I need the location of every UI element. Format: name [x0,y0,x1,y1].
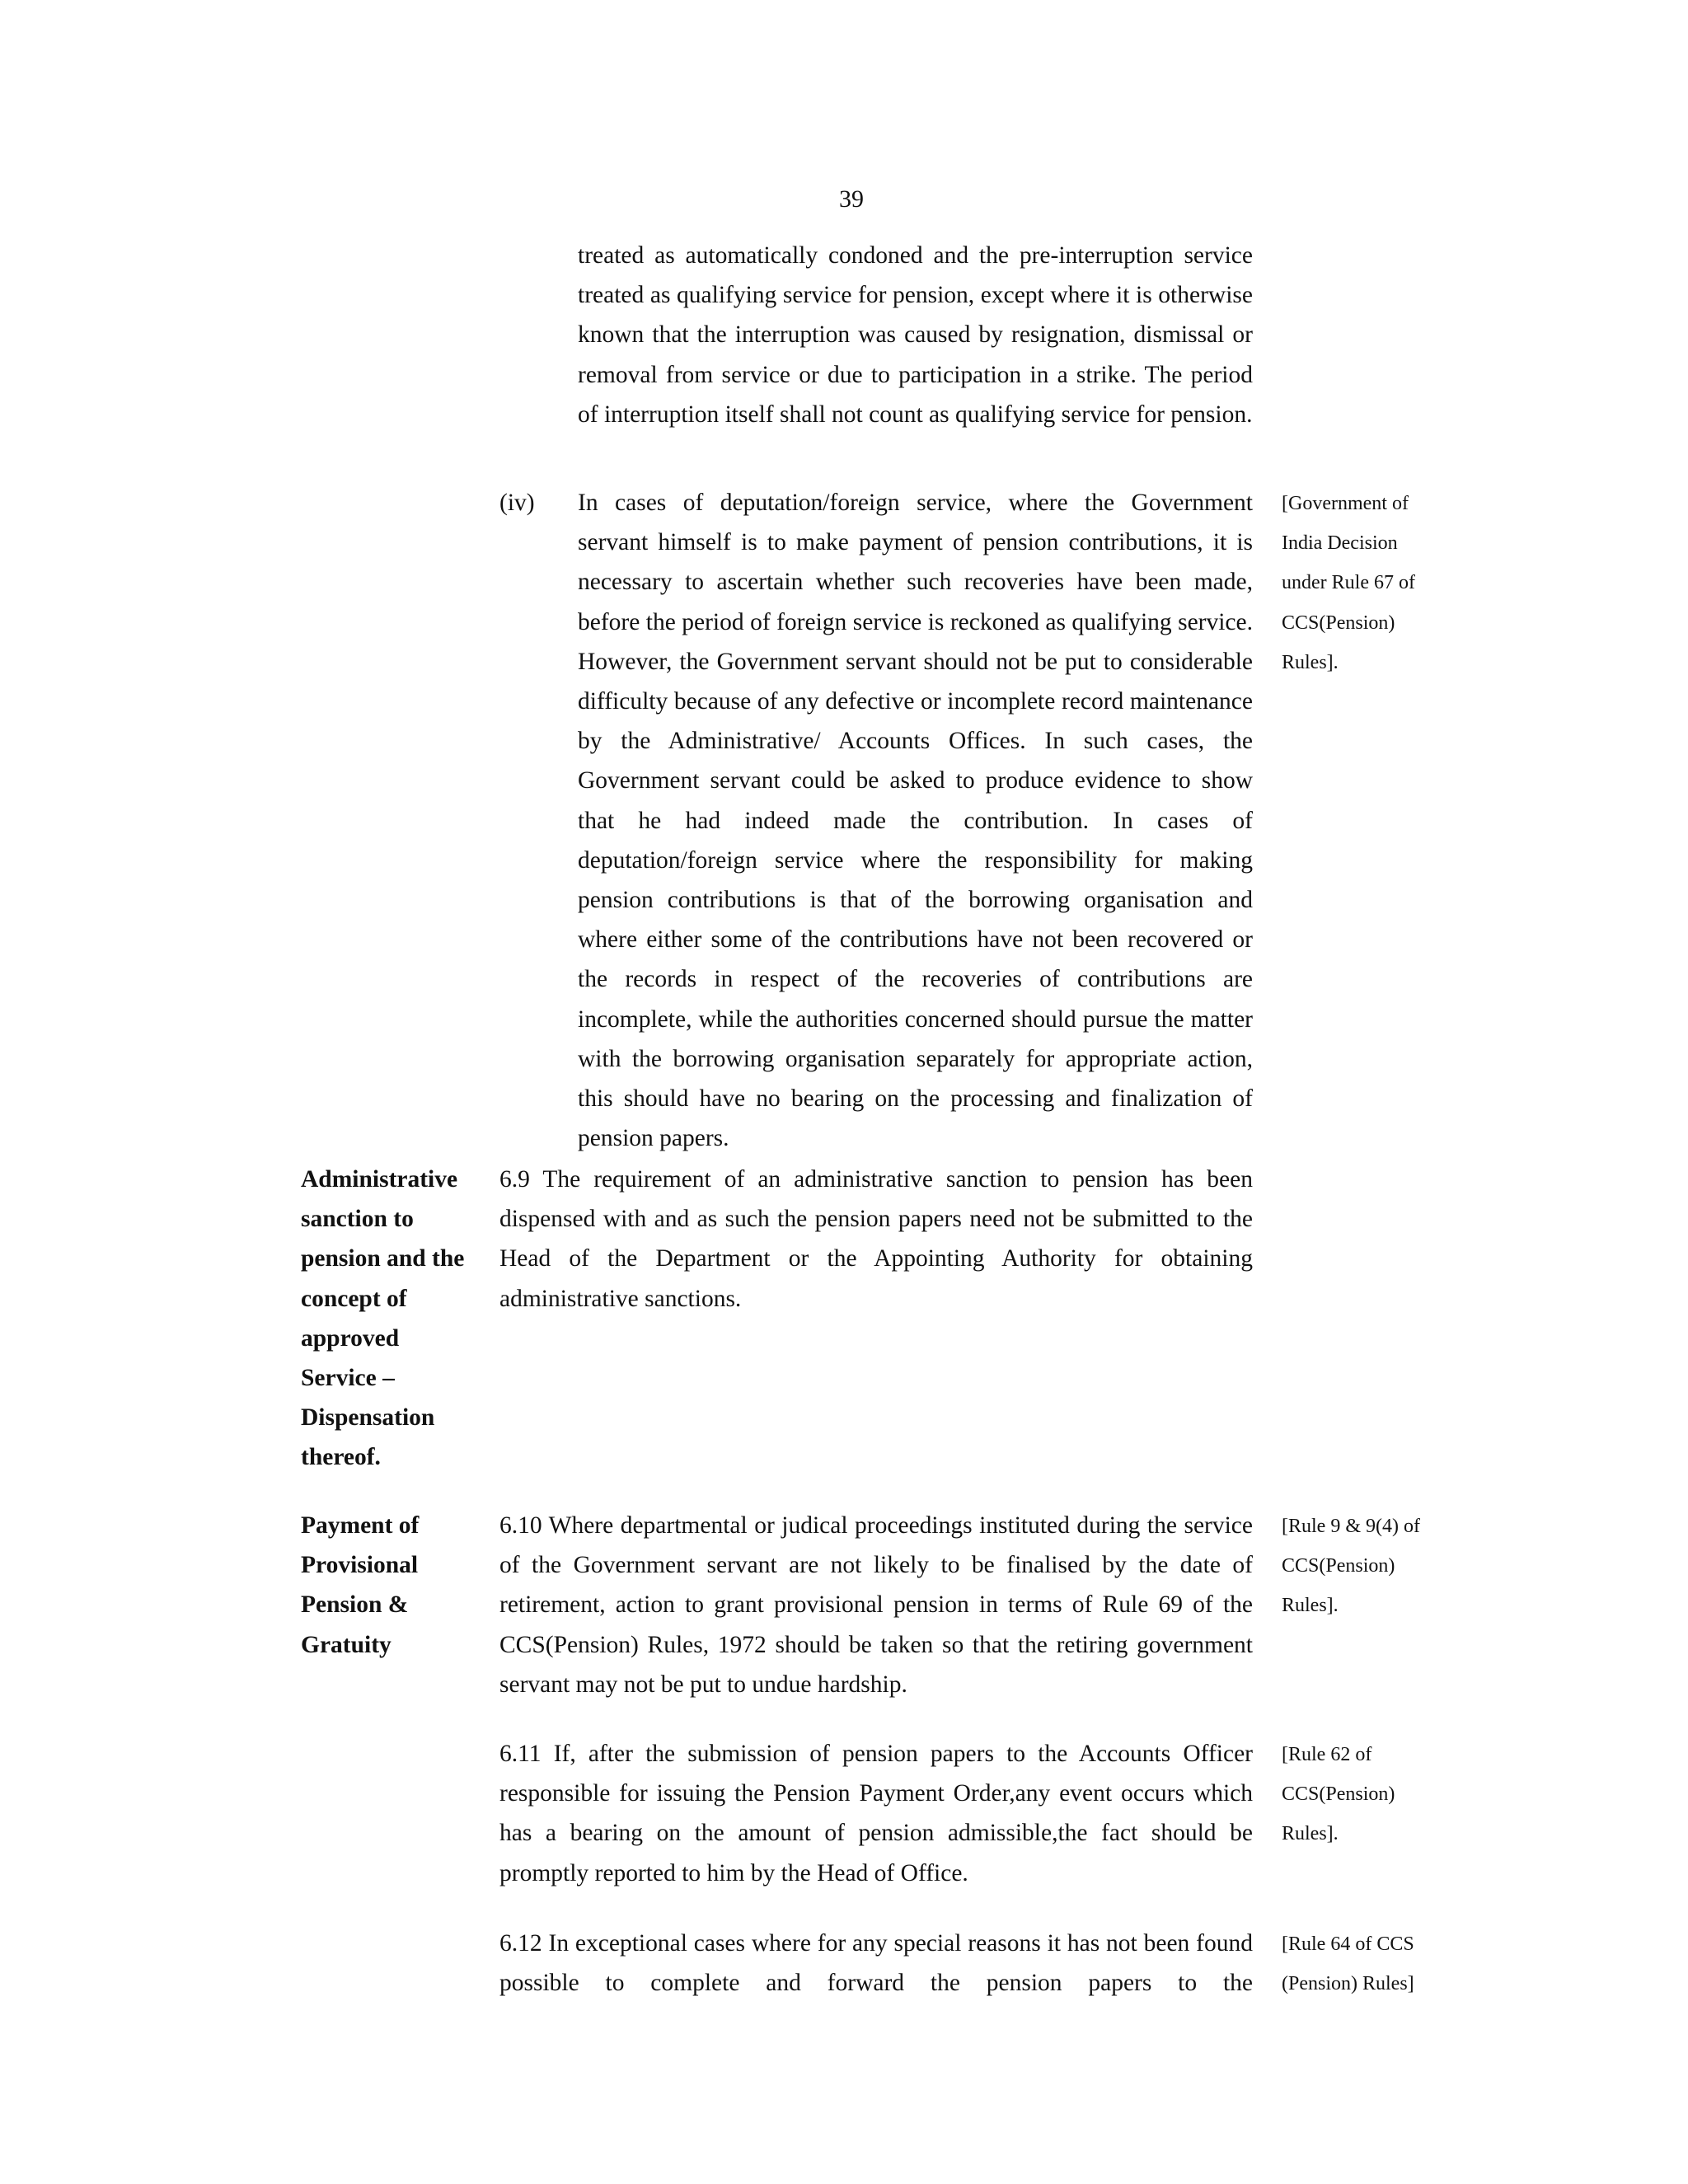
note-line: CCS(Pension) [1282,1555,1395,1577]
note-line: [Government of [1282,493,1409,514]
continuation-paragraph: treated as automatically condoned and the pre-interruption service treated as qualifying service for pension, except where it is otherwise known that the interruption was caused by resignation, dismissal or removal from service or due to participation in a strike. The period of interruption itself shall not count as qualifying service for pension. [578,242,1253,428]
heading-line: concept of [301,1285,407,1312]
heading-line: Administrative [301,1166,458,1193]
heading-line: pension and the [301,1245,465,1272]
heading-line: sanction to [301,1206,414,1233]
note-line: (Pension) Rules] [1282,1973,1414,1995]
section-6-10-margin-note [1282,1507,1438,1626]
note-line: [Rule 9 & 9(4) of [1282,1516,1420,1537]
section-6-9-heading [301,1160,490,1478]
heading-line: Pension & [301,1591,409,1619]
section-6-10-heading [301,1506,490,1665]
section-6-12-margin-note [1282,1924,1438,2004]
heading-line: Service – [301,1365,395,1392]
heading-line: Gratuity [301,1631,392,1658]
heading-line: thereof. [301,1444,381,1471]
heading-line: approved [301,1324,400,1352]
note-line: [Rule 62 of [1282,1744,1372,1765]
item-iv-margin-note [1282,484,1438,682]
section-6-12-paragraph: 6.12 In exceptional cases where for any special reasons it has not been found possible to complete and forward the pension papers to the [499,1930,1253,1997]
note-line: under Rule 67 of [1282,572,1415,594]
heading-line: Payment of [301,1512,420,1539]
note-line: India Decision [1282,532,1398,555]
page-number: 39 [839,185,864,213]
heading-line: Provisional [301,1552,419,1579]
item-iv-label: (iv) [499,490,535,516]
item-iv-paragraph: In cases of deputation/foreign service, where the Government servant himself is to make payment of pension contributions, it is necessary to ascertain whether such recoveries have been made, before the period of foreign service is reckoned as qualifying service. However, the Government servant should not be put to considerable difficulty because of any defective or incomplete record maintenance by the Administrative/ Accounts Offices. In such cases, the Government servant could be asked to produce evidence to show that he had indeed made the contribution. In cases of deputation/foreign service where the responsibility for making pension contributions is that of the borrowing organisation and where either some of the contributions have not been recovered or the records in respect of the recoveries of contributions are incomplete, while the authorities concerned should pursue the matter with the borrowing organisation separately for appropriate action, this should have no bearing on the processing and finalization of pension papers. [578,490,1253,1152]
note-line: CCS(Pension) [1282,612,1395,634]
note-line: [Rule 64 of CCS [1282,1933,1414,1955]
heading-line: Dispensation [301,1404,435,1432]
section-6-11-paragraph: 6.11 If, after the submission of pension papers to the Accounts Officer responsible for issuing the Pension Payment Order,any event occurs which has a bearing on the amount of pension admissible,the fact should be promptly reported to him by the Head of Office. [499,1741,1253,1886]
note-line: Rules]. [1282,651,1339,673]
note-line: CCS(Pension) [1282,1783,1395,1806]
note-line: Rules]. [1282,1595,1339,1617]
note-line: Rules]. [1282,1823,1339,1845]
section-6-10-paragraph: 6.10 Where departmental or judical proceedings instituted during the service of the Government servant are not likely to be finalised by the date of retirement, action to grant provisional pension in terms of Rule 69 of the CCS(Pension) Rules, 1972 should be taken so that the retiring government servant may not be put to undue hardship. [499,1512,1253,1698]
section-6-11-margin-note [1282,1735,1438,1854]
section-6-9-paragraph: 6.9 The requirement of an administrative sanction to pension has been dispensed with and as such the pension papers need not be submitted to the Head of the Department or the Appointing Authority for obtaining administrative sanctions. [499,1166,1253,1312]
